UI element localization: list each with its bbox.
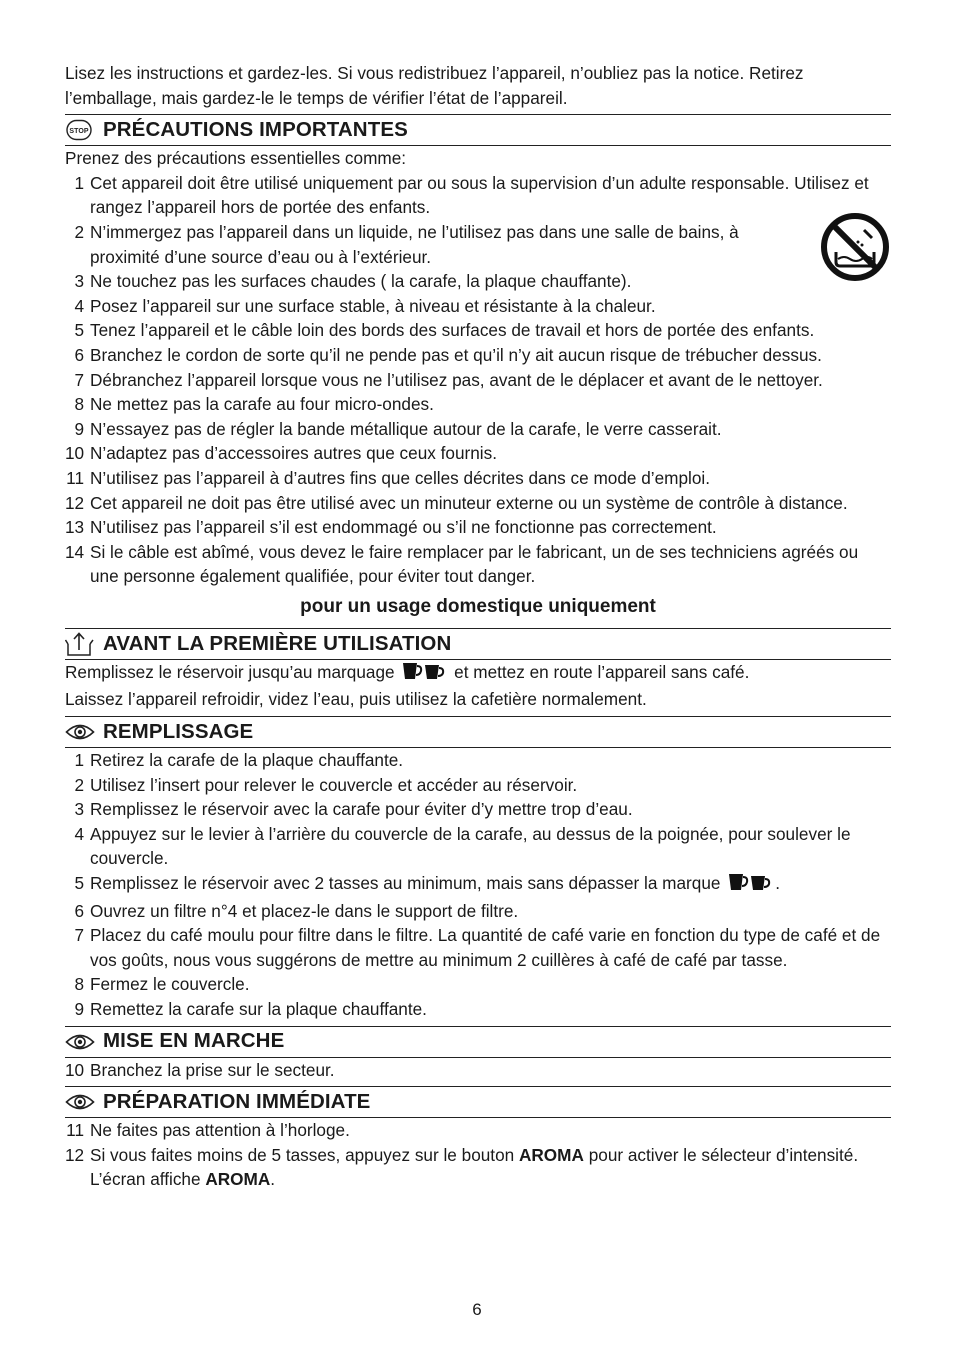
avant-line-1 bbox=[65, 660, 891, 688]
aroma-button-label: AROMA bbox=[518, 1144, 584, 1165]
aroma-display-label: AROMA bbox=[205, 1169, 271, 1190]
item-text-part: pour activer le sélecteur d’intensité. L’écran affiche bbox=[90, 1144, 859, 1190]
remplissage-title: REMPLISSAGE bbox=[103, 719, 254, 743]
item-text: Débranchez l’appareil lorsque vous ne l’utilisez pas, avant de le déplacer et avant de le nettoyer. bbox=[90, 369, 823, 390]
list-item bbox=[65, 343, 891, 368]
list-item bbox=[65, 466, 891, 491]
item-text: Retirez la carafe de la plaque chauffante. bbox=[90, 750, 404, 771]
list-item bbox=[65, 540, 891, 589]
list-item bbox=[65, 797, 891, 822]
list-item bbox=[65, 899, 891, 924]
item-text: Utilisez l’insert pour relever le couvercle et accéder au réservoir. bbox=[90, 774, 578, 795]
item-number: 1 bbox=[74, 750, 84, 771]
item-text bbox=[84, 1143, 891, 1192]
list-item bbox=[65, 491, 891, 516]
item-number: 2 bbox=[74, 774, 84, 795]
list-item bbox=[65, 972, 891, 997]
item-text-part: Si vous faites moins de 5 tasses, appuyez sur le bouton bbox=[90, 1144, 515, 1165]
item-text: Branchez la prise sur le secteur. bbox=[90, 1059, 335, 1080]
item-number: 2 bbox=[74, 221, 84, 242]
item-text-part: . bbox=[270, 1169, 276, 1190]
item-number: 4 bbox=[74, 295, 84, 316]
list-item bbox=[65, 368, 891, 393]
item-text: N’adaptez pas d’accessoires autres que ceux fournis. bbox=[90, 443, 497, 464]
domestic-use-note: pour un usage domestique uniquement bbox=[300, 595, 656, 617]
list-item bbox=[65, 1143, 891, 1192]
item-text: Tenez l’appareil et le câble loin des bords des surfaces de travail et hors de portée des enfants. bbox=[90, 320, 815, 341]
list-item bbox=[65, 871, 891, 899]
item-number: 10 bbox=[65, 443, 85, 464]
item-text: N’utilisez pas l’appareil s’il est endommagé ou s’il ne fonctionne pas correctement. bbox=[90, 517, 717, 538]
item-text-part: . bbox=[775, 873, 781, 894]
item-number: 8 bbox=[74, 394, 84, 415]
item-text bbox=[84, 871, 891, 899]
precautions-heading bbox=[65, 114, 891, 146]
remplissage-list bbox=[65, 748, 891, 1022]
item-number: 7 bbox=[74, 369, 84, 390]
item-number: 13 bbox=[65, 517, 85, 538]
item-number: 8 bbox=[74, 974, 84, 995]
list-item bbox=[65, 392, 891, 417]
item-number: 10 bbox=[65, 1059, 85, 1080]
item-text: Fermez le couvercle. bbox=[90, 974, 250, 995]
list-item bbox=[65, 748, 891, 773]
precautions-list bbox=[65, 171, 891, 589]
list-item bbox=[65, 417, 891, 442]
list-item bbox=[65, 997, 891, 1022]
item-number: 6 bbox=[74, 900, 84, 921]
item-text: Remettez la carafe sur la plaque chauffante. bbox=[90, 999, 427, 1019]
precautions-title: PRÉCAUTIONS IMPORTANTES bbox=[103, 117, 408, 141]
item-number: 14 bbox=[65, 541, 85, 562]
eye-icon bbox=[65, 722, 103, 742]
manual-page bbox=[65, 61, 891, 1192]
item-number: 12 bbox=[65, 1144, 85, 1165]
item-text: Ne mettez pas la carafe au four micro-ondes. bbox=[90, 394, 434, 415]
item-number: 5 bbox=[74, 320, 84, 341]
unpack-box-icon bbox=[65, 631, 103, 657]
item-number: 9 bbox=[74, 999, 84, 1019]
item-number: 4 bbox=[74, 823, 84, 844]
stop-icon-label: STOP bbox=[69, 128, 89, 136]
no-bath-warning-icon bbox=[820, 212, 890, 289]
list-item bbox=[65, 318, 891, 343]
preparation-heading bbox=[65, 1086, 891, 1118]
intro-text: Lisez les instructions et gardez-les. Si vous redistribuez l’appareil, n’oubliez pas la notice. Retirez l’emballage, mais gardez-le le temps de vérifier l’état de l’appareil. bbox=[65, 63, 804, 108]
item-text: Cet appareil doit être utilisé uniquement par ou sous la supervision d’un adulte responsable. Utilisez et rangez l’appareil hors de portée des enfants. bbox=[90, 172, 869, 218]
preparation-title: PRÉPARATION IMMÉDIATE bbox=[103, 1089, 371, 1113]
item-text: Remplissez le réservoir avec la carafe pour éviter d’y mettre trop d’eau. bbox=[90, 799, 633, 820]
item-number: 11 bbox=[66, 1120, 84, 1141]
list-item bbox=[65, 773, 891, 798]
avant-line-2: Laissez l’appareil refroidir, videz l’eau, puis utilisez la cafetière normalement. bbox=[65, 689, 647, 710]
list-item bbox=[65, 1058, 891, 1083]
list-item bbox=[65, 294, 891, 319]
item-text: N’utilisez pas l’appareil à d’autres fins que celles décrites dans ce mode d’emploi. bbox=[90, 467, 711, 488]
precautions-lead: Prenez des précautions essentielles comme: bbox=[65, 148, 407, 169]
max-cups-mark-icon bbox=[401, 661, 447, 688]
item-text: Si le câble est abîmé, vous devez le faire remplacer par le fabricant, un de ses techniciens agréés ou une personne également qualifiée, pour éviter tout danger. bbox=[90, 541, 859, 587]
list-item bbox=[65, 171, 891, 220]
list-item bbox=[65, 822, 891, 871]
item-number: 3 bbox=[74, 799, 84, 820]
item-number: 6 bbox=[74, 344, 84, 365]
item-number: 5 bbox=[74, 873, 84, 894]
item-text: Branchez le cordon de sorte qu’il ne pende pas et qu’il n’y ait aucun risque de trébucher dessus. bbox=[90, 344, 822, 365]
item-text: Ne faites pas attention à l’horloge. bbox=[90, 1120, 350, 1141]
item-text: N’immergez pas l’appareil dans un liquide, ne l’utilisez pas dans une salle de bains, à proximité d’une source d’eau ou à l’extérieur. bbox=[90, 221, 739, 267]
mise-list bbox=[65, 1058, 891, 1083]
list-item bbox=[65, 441, 891, 466]
mise-title: MISE EN MARCHE bbox=[103, 1029, 285, 1053]
list-item bbox=[65, 220, 891, 269]
stop-icon bbox=[65, 119, 103, 141]
avant-line-1a: Remplissez le réservoir jusqu’au marquage bbox=[65, 661, 395, 682]
item-text-part: Remplissez le réservoir avec 2 tasses au minimum, mais sans dépasser la marque bbox=[90, 873, 721, 894]
page-number: 6 bbox=[472, 1300, 482, 1319]
avant-title: AVANT LA PREMIÈRE UTILISATION bbox=[103, 631, 452, 655]
eye-icon bbox=[65, 1032, 103, 1052]
list-item bbox=[65, 515, 891, 540]
preparation-list bbox=[65, 1118, 891, 1192]
item-text: Appuyez sur le levier à l’arrière du couvercle de la carafe, au dessus de la poignée, pour soulever le couvercle. bbox=[90, 823, 851, 869]
list-item bbox=[65, 1118, 891, 1143]
avant-heading bbox=[65, 628, 891, 660]
item-text: Ne touchez pas les surfaces chaudes ( la carafe, la plaque chauffante). bbox=[90, 271, 632, 292]
item-text: Cet appareil ne doit pas être utilisé avec un minuteur externe ou un système de contrôle à distance. bbox=[90, 492, 848, 513]
list-item bbox=[65, 269, 891, 294]
mise-heading bbox=[65, 1026, 891, 1058]
list-item bbox=[65, 923, 891, 972]
item-text: Ouvrez un filtre n°4 et placez-le dans le support de filtre. bbox=[90, 900, 519, 921]
max-cups-mark-icon bbox=[727, 872, 773, 899]
item-text: Placez du café moulu pour filtre dans le filtre. La quantité de café varie en fonction du type de café et de vos goûts, nous vous suggérons de mettre au minimum 2 cuillères à café de café par tasse. bbox=[90, 925, 881, 970]
item-number: 12 bbox=[65, 492, 85, 513]
item-number: 11 bbox=[66, 467, 84, 488]
eye-icon bbox=[65, 1092, 103, 1112]
item-text: Posez l’appareil sur une surface stable, à niveau et résistante à la chaleur. bbox=[90, 295, 656, 316]
avant-line-1b: et mettez en route l’appareil sans café. bbox=[454, 661, 750, 682]
item-number: 9 bbox=[74, 418, 84, 439]
item-number: 1 bbox=[74, 172, 84, 193]
remplissage-heading bbox=[65, 716, 891, 748]
item-number: 3 bbox=[74, 271, 84, 292]
item-text: N’essayez pas de régler la bande métallique autour de la carafe, le verre casserait. bbox=[90, 418, 722, 439]
item-number: 7 bbox=[74, 925, 84, 946]
